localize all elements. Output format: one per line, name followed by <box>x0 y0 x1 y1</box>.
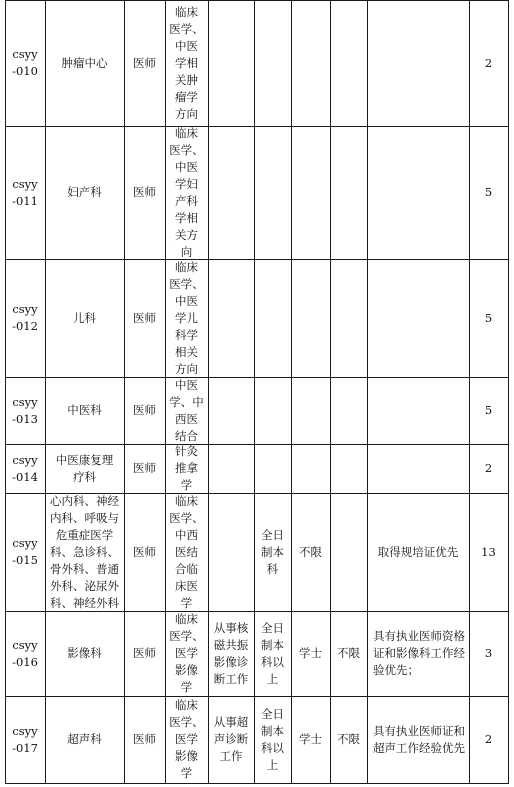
row-major: 临床 医学、 中医 学儿 科学 相关 方向 <box>169 259 204 376</box>
row-age: 不限 <box>337 732 360 746</box>
row-position: 医师 <box>133 310 156 325</box>
row-position: 医师 <box>133 185 156 199</box>
table-border-right <box>508 0 509 784</box>
row-degree: 学士 <box>299 646 322 660</box>
row-count: 2 <box>484 732 493 746</box>
row-degree: 不限 <box>299 544 322 559</box>
row-position: 医师 <box>133 461 156 475</box>
row-count: 3 <box>484 646 493 660</box>
row-position: 医师 <box>133 55 156 70</box>
row-department: 中医科 <box>67 403 102 417</box>
row-other-requirement: 具有执业医师证和 超声工作经验优先 <box>373 723 465 755</box>
row-major: 临床 医学、 医学 影像 学 <box>169 698 204 780</box>
row-position: 医师 <box>133 403 156 417</box>
row-position: 医师 <box>133 544 156 559</box>
row-major: 临床 医学、 医学 影像 学 <box>169 612 204 694</box>
row-other-requirement: 取得规培证优先 <box>377 544 459 559</box>
row-code: csyy -014 <box>12 452 38 484</box>
row-code: csyy -016 <box>12 637 38 669</box>
row-major: 针灸 推拿 学 <box>175 444 198 492</box>
row-work-content: 从事超 声诊断 工作 <box>213 715 249 763</box>
row-major: 临床 医学、 中医 学妇 产科 学相 关方 向 <box>169 125 204 259</box>
row-code: csyy -013 <box>12 394 38 426</box>
row-count: 5 <box>484 310 493 325</box>
row-code: csyy -010 <box>12 47 38 78</box>
row-count: 5 <box>484 403 493 417</box>
row-education: 全日 制本 科以 上 <box>261 706 284 772</box>
table-border-bottom <box>5 783 508 784</box>
row-count: 13 <box>481 544 496 559</box>
row-major: 中医 学、中 西医 结合 <box>169 377 204 443</box>
row-department: 儿科 <box>73 310 96 325</box>
row-department: 影像科 <box>67 646 102 660</box>
row-major: 临床 医学、 中医 学相 关肿 瘤学 方向 <box>169 4 204 121</box>
row-code: csyy -017 <box>12 723 38 755</box>
row-count: 5 <box>484 185 493 199</box>
row-department: 心内科、神经 内科、呼吸与 危重症医学 科、急诊科、 骨外科、普通 外科、泌尿外 科、神经外科 <box>50 493 119 610</box>
row-code: csyy -011 <box>12 176 38 208</box>
row-count: 2 <box>484 461 493 475</box>
row-position: 医师 <box>133 646 156 660</box>
row-department: 肿瘤中心 <box>61 55 108 70</box>
row-department: 超声科 <box>67 732 102 746</box>
row-education: 全日 制本 科以 上 <box>261 620 284 686</box>
row-work-content: 从事核 磁共振 影像诊 断工作 <box>213 620 249 686</box>
row-education: 全日 制本 科 <box>261 527 284 576</box>
row-position: 医师 <box>133 732 156 746</box>
row-department: 中医康复理 疗科 <box>55 452 114 484</box>
row-count: 2 <box>484 55 493 70</box>
row-code: csyy -012 <box>12 302 38 333</box>
row-age: 不限 <box>337 646 360 660</box>
row-code: csyy -015 <box>12 536 38 567</box>
row-major: 临床 医学、 中西 医结 合临 床医 学 <box>169 493 204 610</box>
row-other-requirement: 具有执业医师资格 证和影像科工作经 验优先； <box>373 629 465 677</box>
row-degree: 学士 <box>299 732 322 746</box>
row-department: 妇产科 <box>67 185 102 199</box>
